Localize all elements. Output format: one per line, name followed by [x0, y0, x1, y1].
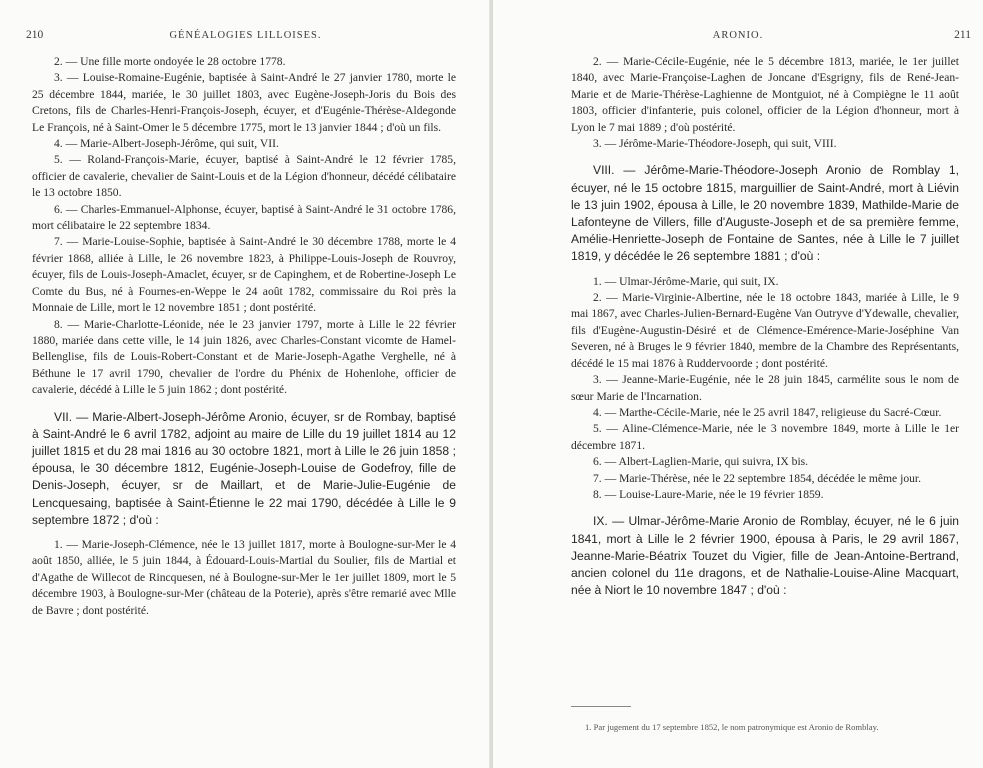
entry-VIII-6: 6. — Albert-Laglien-Marie, qui suivra, IX bis. — [593, 455, 809, 469]
section-IX: IX. — Ulmar-Jérôme-Marie Aronio de Romblay, écuyer, né le 6 juin 1841, mort à Lille le 2 février 1900, épousa à Paris, le 29 avril 1867, Jeanne-Marie-Béatrix Touzet du Vigier, fille de Jean-Antoine-Bertrand, ancien colonel du 11e dragons, et de Nathalie-Louise-Aline Macquart, née à Niort le 10 novembre 1847 ; d'où : — [571, 514, 959, 598]
running-head: ARONIO. — [712, 30, 764, 41]
left-page — [0, 0, 491, 768]
entry-VIII-5: 5. — Aline-Clémence-Marie, née le 3 novembre 1849, morte à Lille le 1er décembre 1871. — [571, 422, 959, 452]
entry-5: 5. — Roland-François-Marie, écuyer, baptisé à Saint-André le 12 février 1785, officier de cavalerie, chevalier de Saint-Louis et de la Légion d'honneur, décédé célibataire le 13 octobre 1850. — [32, 153, 456, 200]
entry-VII-2: 2. — Marie-Cécile-Eugénie, née le 5 décembre 1813, mariée, le 1er juillet 1840, avec Marie-Françoise-Laghen de Joncane d'Esgrigny, fils de René-Jean-Marie et de Marie-Thérèse-Laghienne de Montguiot, né à Compiègne le 11 août 1803, officier d'infanterie, puis colonel, officier de la Légion d'honneur, mort à Lyon le 7 mai 1889 ; d'où postérité. — [571, 55, 959, 134]
entry-VII-1: 1. — Marie-Joseph-Clémence, née le 13 juillet 1817, morte à Boulogne-sur-Mer le 4 août 1850, alliée, le 5 juin 1844, à Édouard-Louis-Martial du Soulier, fils de Martial et d'Agathe de Willecot de Rincquesen, né à Boulogne-sur-Mer le 1er juillet 1809, mort le 5 décembre 1903, à Boulogne-sur-Mer (château de la Poterie), après s'être remarié avec Mlle de Bavre ; dont postérité. — [32, 537, 456, 617]
entry-VIII-1: 1. — Ulmar-Jérôme-Marie, qui suit, IX. — [593, 274, 779, 288]
section-VIII: VIII. — Jérôme-Marie-Théodore-Joseph Aronio de Romblay 1, écuyer, né le 15 octobre 1815, marguillier de Saint-André, mort à Liévin le 13 juin 1902, épousa à Lille, le 20 novembre 1839, Mathilde-Marie de Lafonteyne de Villers, fille d'Auguste-Joseph et de sa première femme, Amélie-Henriette-Joseph de Fontaine de Santes, née à Lille le 7 juillet 1819, y décédée le 26 septembre 1881 ; d'où : — [571, 163, 959, 264]
footnote-rule — [571, 706, 631, 707]
entry-8: 8. — Marie-Charlotte-Léonide, née le 23 janvier 1797, morte à Lille le 22 février 1880, mariée dans cette ville, le 14 juin 1826, avec Charles-Constant vicomte de Hamel-Bellenglise, fils de Louis-Robert-Constant et de Marie-Joseph-Agathe Verghelle, né à Béthune le 17 avril 1790, chevalier de l'ordre du Phénix de Hohenlohe, officier de cavalerie, décédé à Lille le 5 juin 1862 ; dont postérité. — [32, 317, 456, 397]
entry-2: 2. — Une fille morte ondoyée le 28 octobre 1778. — [54, 55, 286, 68]
entry-3: 3. — Louise-Romaine-Eugénie, baptisée à Saint-André le 27 janvier 1780, morte le 25 décembre 1844, mariée, le 30 juillet 1803, avec Eugène-Joseph-Joris du Bois des Cretons, fils de Charles-Henri-François-Joseph, écuyer, et d'Eugénie-Thérèse-Aldegonde Le François, né à Saint-Omer le 5 décembre 1775, mort le 13 janvier 1844 ; d'où un fils. — [32, 71, 456, 134]
left-text-column — [32, 54, 456, 619]
right-text-column — [571, 54, 959, 599]
right-page — [493, 0, 983, 768]
running-head: GÉNÉALOGIES LILLOISES. — [169, 30, 322, 41]
entry-VIII-4: 4. — Marthe-Cécile-Marie, née le 25 avril 1847, religieuse du Sacré-Cœur. — [593, 405, 942, 419]
entry-4: 4. — Marie-Albert-Joseph-Jérôme, qui suit, VII. — [54, 137, 279, 151]
entry-VIII-8: 8. — Louise-Laure-Marie, née le 19 février 1859. — [593, 487, 824, 501]
entry-6: 6. — Charles-Emmanuel-Alphonse, écuyer, baptisé à Saint-André le 31 octobre 1786, mort célibataire le 22 septembre 1834. — [32, 202, 456, 233]
page-number: 210 — [26, 29, 44, 41]
entry-VIII-2: 2. — Marie-Virginie-Albertine, née le 18 octobre 1843, mariée à Lille, le 9 mai 1867, avec Charles-Julien-Bernard-Eugène Van Outryve d'Ydewalle, chevalier, fils d'Eugène-Augustin-Désiré et de Clémence-Emérence-Marie-Joséphine Van Severen, né à Bruges le 9 février 1840, membre de la Chambre des Représentants, décédé le 15 mai 1876 à Ruddervoorde ; dont postérité. — [571, 291, 959, 370]
footnote: 1. Par jugement du 17 septembre 1852, le nom patronymique est Aronio de Romblay. — [585, 722, 879, 732]
section-VII: VII. — Marie-Albert-Joseph-Jérôme Aronio, écuyer, sr de Rombay, baptisé à Saint-André le 6 avril 1782, adjoint au maire de Lille du 19 juillet 1814 au 12 juillet 1815 et du 28 mai 1816 au 30 octobre 1821, mort à Lille le 26 juin 1858 ; épousa, le 30 décembre 1812, Eugénie-Joseph-Louise de Godefroy, fille de Denis-Joseph, écuyer, sr de Maillart, et de Marie-Julie-Eugénie de Lencquesaing, baptisée à Saint-Étienne le 22 mai 1790, décédée à Lille le 9 septembre 1872 ; d'où : — [32, 409, 456, 527]
entry-VIII-3: 3. — Jeanne-Marie-Eugénie, née le 28 juin 1845, carmélite sous le nom de sœur Marie de l'Incarnation. — [571, 373, 959, 403]
page-number: 211 — [954, 29, 971, 41]
entry-VIII-7: 7. — Marie-Thérèse, née le 22 septembre 1854, décédée le même jour. — [593, 471, 922, 485]
entry-7: 7. — Marie-Louise-Sophie, baptisée à Saint-André le 30 décembre 1788, morte le 4 février 1868, alliée à Lille, le 26 novembre 1823, à Philippe-Louis-Joseph de Rouvroy, écuyer, fils de Louis-Joseph-Amaclet, écuyer, sr de Capinghem, et de Robertine-Joseph Le Comte du Bus, né à Fournes-en-Weppe le 24 août 1782, commissaire du Roi près la Monnaie de Lille, mort le 12 novembre 1851 ; dont postérité. — [32, 235, 456, 315]
entry-VII-3: 3. — Jérôme-Marie-Théodore-Joseph, qui suit, VIII. — [593, 137, 837, 151]
